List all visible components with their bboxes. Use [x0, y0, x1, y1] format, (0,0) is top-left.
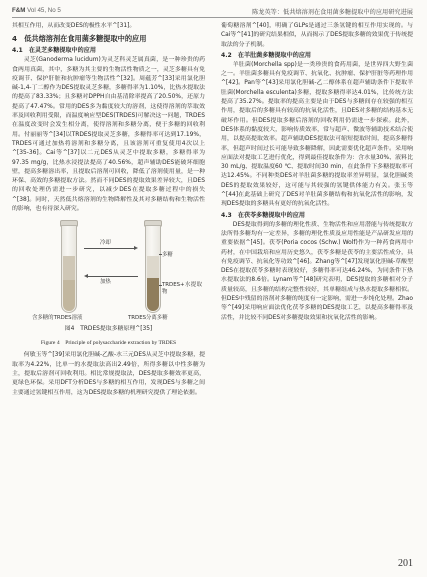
paragraph-4-2: 羊肚菌(Morchella spp)是一类珍贵的食药用菌，是世界四大野生菌之一。羊肚菌多糖具有免疫调节、抗氧化、抗肿瘤、保护肝脏等药理作用^[42]。Pan等^[43]采用氯化胆碱-乙二醇体系在超声辅助条件下提取羊肚菌(Morchella esculenta)多糖，提取多糖得率达4.01%，比传统方法提高了35.27%。提取率的提高主要是由于DES与多糖间存在较强的相互作用，提取后的多糖具有较高的抗氧化活性，且DES对多糖的结构基本无破坏作用。但DES提取多糖后溶剂的回收利用仍需进一步探索。此外，DES体系的黏度较大，影响传质效率，常与超声、微波等辅助技术结合使用，以提高提取效率。超声辅助DES提取法可缩短提取时间，提高多糖得率，但超声时间过长可能导致多糖降解，因此需要优化超声条件。采用响应面法对提取工艺进行优化，得到最佳提取条件为：含水量30%、液料比30 mL/g、提取温度60 ℃、提取时间30 min，在此条件下多糖提取率可达12.45%。不同种类DES对羊肚菌多糖的提取率差异明显，氯化胆碱类DES的提取效果较好，这可能与其较强的氢键供体能力有关。张玉等^[44]在此基础上研究了DES对羊肚菌多糖结构和抗氧化活性的影响，发现DES提取的多糖具有更好的抗氧化活性。 [221, 61, 413, 208]
left-column [12, 22, 205, 398]
figure-4-captions [12, 324, 205, 334]
subsection-4-3-heading: 4.3 在茯苓多糖提取中的应用 [221, 211, 305, 219]
page-number: 201 [398, 558, 413, 569]
trdes-label: TRDES+水提取物 [162, 282, 202, 296]
journal-logo: F&M [12, 7, 26, 14]
journal-volume: Vol 45, No 5 [27, 7, 61, 14]
left-tube-caption: 含多糖的TRDES溶液 [32, 315, 83, 322]
article-running-title: 陈龙英等：低共熔溶剂在食用菌多糖提取中的应用研究进展 [252, 9, 413, 16]
figure-4-caption-cn: 图4 TRDES提取多糖原理^[35] [64, 326, 153, 333]
figure-4 [12, 218, 205, 336]
right-tube [145, 225, 161, 313]
heating-label: 加热 [100, 279, 111, 286]
heating-arrow [88, 276, 138, 277]
subsection-4-1-heading: 4.1 在灵芝多糖提取中的应用 [12, 47, 96, 55]
trdes-pointer [159, 285, 162, 286]
subsection-4-2-heading: 4.2 在羊肚菌多糖提取中的应用 [221, 51, 312, 59]
polysaccharide-label: 多糖 [162, 252, 173, 259]
header-rule [12, 17, 413, 18]
right-column [221, 22, 413, 323]
paragraph-4-1-a: 灵芝(Ganoderma lucidum)为灵芝科灵芝属真菌，是一种珍贵的药食两用真菌，其中，多糖为其主要的生物活性物质之一，灵芝多糖具有免疫调节、保护肝脏和抗肿瘤等生物活性^[32]。周蕴芳^[33]采用氯化胆碱-1,4-丁二醇作为DES提取灵芝多糖，多糖得率为1.10%，比热水提取法的提高了83.33%；且多糖对DPPH自由基清除率提高了20.50%，还原力提高了47.47%。常用的DES多为黏度较大的溶剂，这使得溶剂的萃取效率及回收利用受限，而温度响应型DES(TRDES)可解决这一问题，TRDES在温度改变时会发生相分离，使得溶剂和多糖分离，便于多糖的回收利用。付丽丽等^[34]以TRDES提取灵芝多糖，多糖得率可达到17.19%，TRDES可通过加热将溶剂和多糖分离，且该溶剂可重复使用4次以上^[35-36]。Cai等^[37]以二元DES从灵芝中提取多糖，多糖得率为97.35 mg/g，比热水浸提法提高了40.56%，超声辅助DES能破坏细胞壁，提高多糖溶出率，且提取后溶剂可回收，降低了溶剂使用量，是一种环保、高效的多糖提取方法。然而不同DES的提取效果差异较大，且DES的回收处理仍需进一步研究，以减少DES在提取多糖过程中的损失^[38]。同时，天然低共熔溶剂的生物降解性及其对多糖结构和生物活性的影响，也有待深入研究。 [12, 57, 205, 213]
journal-header-left [12, 7, 61, 14]
right-tube-liquid-lower [147, 278, 159, 311]
figure-4-illustration [12, 218, 205, 324]
left-tube-liquid-upper [63, 256, 75, 280]
left-tube-liquid-lower [63, 280, 75, 311]
polysaccharide-pointer [159, 254, 162, 255]
right-tube-caption: TRDES分离多糖 [128, 315, 168, 322]
paragraph-r1: 葡萄糖溶剂^[40]，明确了GLPs是通过三条氢键的相互作用实现的。与Cai等^[41]的研究结果相似，从而揭示了DES提取多糖的效果优于传统提取法的分子机制。 [221, 23, 413, 48]
figure-4-caption-en: Figure 4 Principle of polysaccharide extraction by TRDES [40, 340, 177, 347]
intro-paragraph: 其相互作用，从而改变DES的极性水平^[31]。 [12, 23, 136, 29]
heating-arrow-head [84, 274, 88, 278]
right-tube-liquid-upper [147, 256, 159, 278]
cooling-arrow-head [134, 246, 138, 250]
paragraph-4-1-b: 何敏玉等^[39]采用氯化胆碱-乙酸-水三元DES从灵芝中提取多糖，提取率为4.22%，比单一的水提取法高出2.49倍，所得多糖以中性多糖为主，提取后溶剂可回收利用。相比常规提取法，DES提取多糖效率更高，更绿色环保。采用DFT分析DES与多糖的相互作用，发现DES与多糖之间主要通过氢键相互作用，这为DES提取多糖的机理研究提供了理论依据。 [12, 352, 205, 396]
cooling-label: 冷却 [100, 240, 111, 247]
section-4-heading: 4 低共熔溶剂在食用菌多糖提取中的应用 [12, 34, 147, 44]
left-tube [61, 225, 77, 313]
paragraph-4-3: DES提取得到的多糖的理化性质、生物活性和应用潜能与传统提取方法所得多糖均有一定差异，多糖的理化性质及应用性能是产品研发应用的重要依据^[45]。茯苓(Poria cocos (Schw.) Wolf)作为一种药食两用中药材，在中国栽培和应用历史悠久，茯苓多糖是茯苓的主要活性成分，具有免疫调节、抗氧化等功效^[46]。Zhang等^[47]发现氯化胆碱-草酸型DES在提取茯苓多糖时表现较好，多糖得率可达46.24%，为同条件下热水提取法的8.6倍。Lynam等^[48]研究表明，DES提取的多糖相对分子质量较高，且多糖的结构完整性较好，其单糖组成与热水提取多糖相似。但DES中残留的溶剂对多糖的纯度有一定影响，需进一步纯化处理。Zhao等^[49]采用响应面法优化茯苓多糖的DES提取工艺，以提高多糖得率及活性，并比较不同DES对多糖提取效果和抗氧化活性的影响。 [221, 221, 413, 321]
